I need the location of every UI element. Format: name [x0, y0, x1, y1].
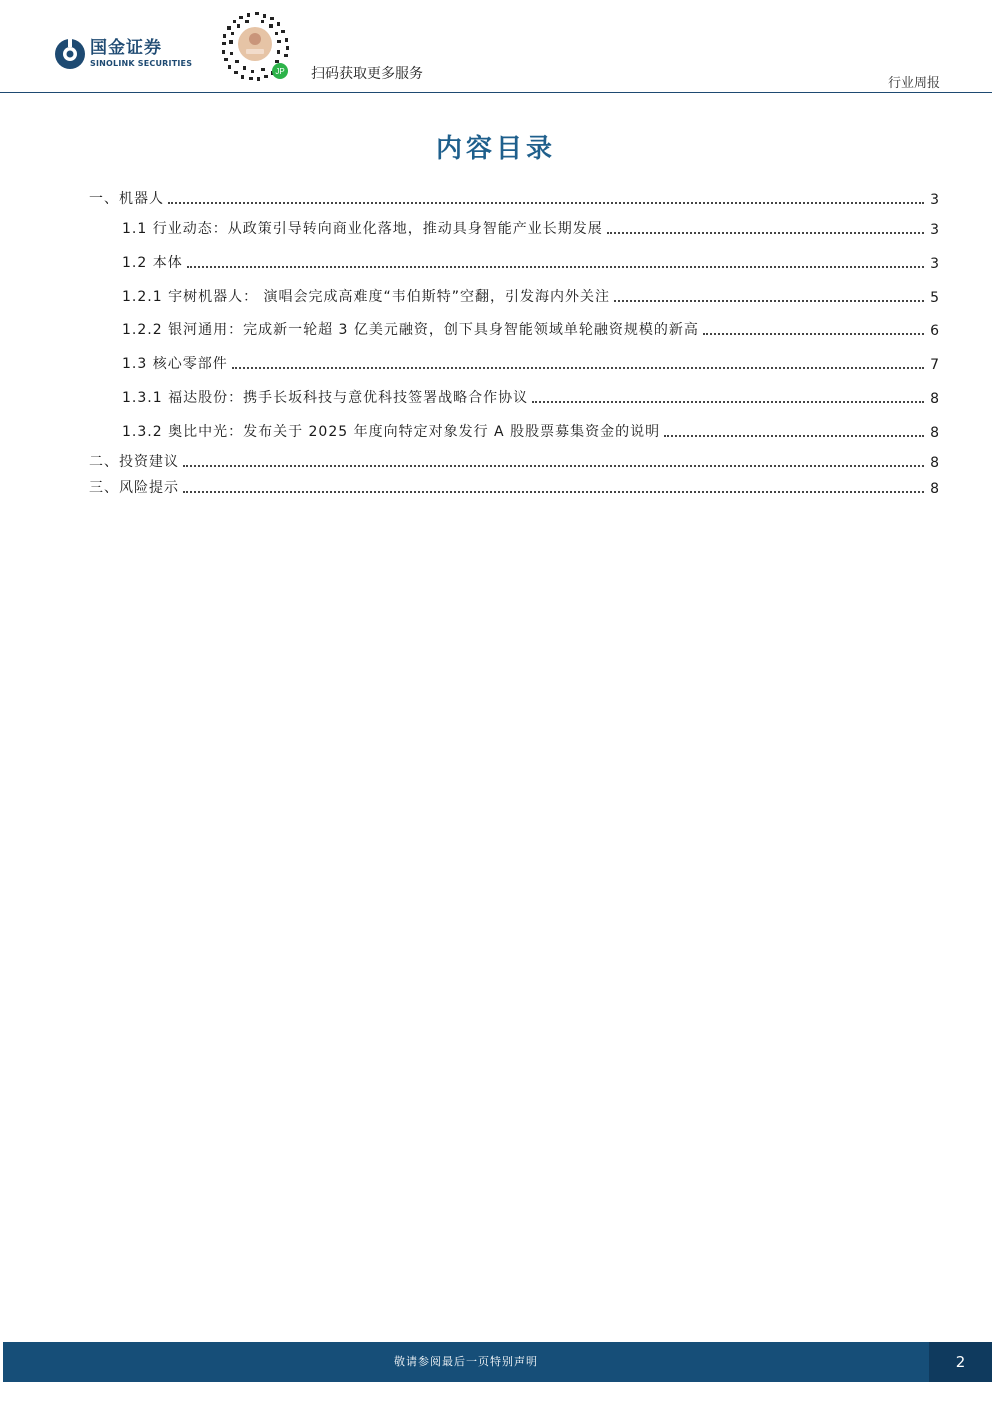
toc-entry[interactable]	[122, 286, 940, 306]
toc-entry-page: 7	[930, 357, 940, 373]
brand-name-cn: 国金证券	[90, 38, 162, 58]
toc-entry-text: 1.2.1 宇树机器人： 演唱会完成高难度“韦伯斯特”空翻，引发海内外关注	[122, 289, 611, 305]
toc-entry-text: 1.2 本体	[122, 255, 183, 271]
toc-entry-page: 3	[930, 192, 940, 208]
page-number: 2	[955, 1353, 966, 1371]
qr-code	[217, 8, 293, 84]
toc-entry-page: 5	[930, 290, 940, 306]
header-divider	[0, 92, 992, 93]
toc-dot-leader	[183, 491, 924, 493]
toc-dot-leader	[607, 232, 924, 234]
toc-entry[interactable]	[89, 477, 940, 497]
page-header	[0, 0, 992, 92]
toc-dot-leader	[532, 401, 924, 403]
toc-entry-text: 一、机器人	[89, 191, 164, 207]
toc-entry-text: 二、投资建议	[89, 454, 179, 470]
toc-dot-leader	[703, 333, 924, 335]
toc-entry[interactable]	[122, 353, 940, 373]
toc-entry-text: 1.3 核心零部件	[122, 356, 228, 372]
toc-entry-text: 1.3.1 福达股份：携手长坂科技与意优科技签署战略合作协议	[122, 390, 529, 406]
toc-entry-page: 8	[930, 425, 940, 441]
toc-dot-leader	[183, 465, 924, 467]
toc-entry-text: 三、风险提示	[89, 480, 179, 496]
toc-entry[interactable]	[89, 188, 940, 208]
toc-title: 内容目录	[435, 134, 556, 164]
toc-entry[interactable]	[122, 421, 940, 441]
toc-entry-page: 8	[930, 481, 940, 497]
toc-entry[interactable]	[122, 387, 940, 407]
toc-entry-text: 1.1 行业动态：从政策引导转向商业化落地，推动具身智能产业长期发展	[122, 221, 603, 237]
toc-dot-leader	[614, 300, 924, 302]
toc-entry-page: 8	[930, 455, 940, 471]
brand-name-en: SINOLINK SECURITIES	[90, 59, 193, 68]
toc-entry[interactable]	[122, 252, 940, 272]
company-logo	[54, 38, 192, 70]
qr-code-icon	[217, 8, 293, 84]
toc-dot-leader	[168, 202, 924, 204]
report-type-label: 行业周报	[887, 76, 940, 91]
toc-dot-leader	[187, 266, 924, 268]
toc-entry[interactable]	[89, 451, 940, 471]
toc-entry-page: 8	[930, 391, 940, 407]
sinolink-logo-icon	[54, 38, 86, 70]
toc-entry[interactable]	[122, 319, 940, 339]
scan-for-services-label: 扫码获取更多服务	[311, 66, 423, 82]
toc-entry-text: 1.3.2 奥比中光：发布关于 2025 年度向特定对象发行 A 股股票募集资金的说明	[122, 424, 661, 440]
toc-entry-page: 3	[930, 256, 940, 272]
svg-text:JP: JP	[275, 67, 285, 76]
toc-entry-page: 3	[930, 222, 940, 238]
toc-entry-text: 1.2.2 银河通用：完成新一轮超 3 亿美元融资，创下具身智能领域单轮融资规模的新高	[122, 322, 699, 338]
toc-dot-leader	[232, 367, 924, 369]
toc-entry-page: 6	[930, 323, 940, 339]
footer-disclaimer-note: 敬请参阅最后一页特别声明	[394, 1355, 538, 1368]
toc-dot-leader	[664, 435, 924, 437]
toc-entry[interactable]	[122, 218, 940, 238]
